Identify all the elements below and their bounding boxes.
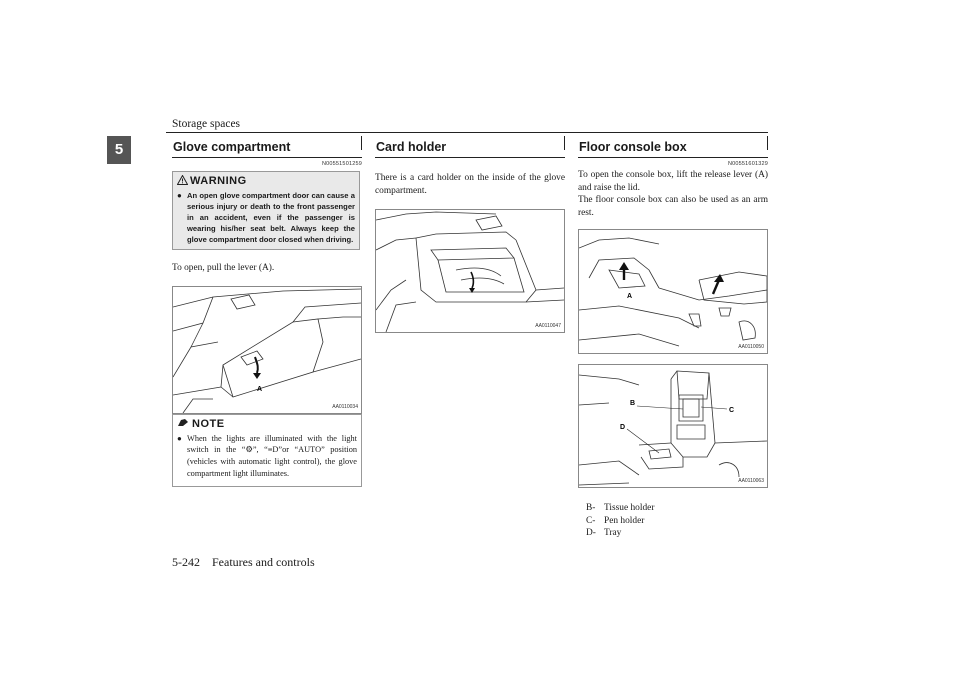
console-label-b: B <box>630 400 636 408</box>
console-figure-2 <box>578 364 768 488</box>
console-interior-illustration <box>579 365 767 487</box>
note-body: When the lights are illuminated with the light switch in the “⚙”, “≡D”or “AUTO” position (vehicles with automatic light control), the glove compartment light illuminates. <box>187 433 357 478</box>
bullet-icon: ● <box>177 433 182 443</box>
section-tab: 5 <box>107 136 131 164</box>
console-text-1: To open the console box, lift the release lever (A) and raise the lid. <box>578 170 768 193</box>
card-text: There is a card holder on the inside of the glove compartment. <box>375 173 565 196</box>
legend-value: Pen holder <box>604 515 645 526</box>
legend-key: B- <box>586 503 596 514</box>
card-holder-illustration <box>376 210 564 332</box>
heading-tick <box>564 136 565 150</box>
legend-key: C- <box>586 515 596 526</box>
glove-label-a: A <box>257 385 263 393</box>
console-section-title: Floor console box <box>579 140 687 154</box>
warning-body: An open glove compartment door can cause a serious injury or death to the front passenger in an accident, even if the passenger is wearing his/her seat belt. Always keep the glove compartment door closed when driving. <box>187 191 355 244</box>
legend-item <box>586 527 768 539</box>
glove-section-title: Glove compartment <box>173 140 291 154</box>
running-header: Storage spaces <box>172 118 241 130</box>
warning-text <box>177 190 355 245</box>
note-box <box>172 414 362 487</box>
heading-tick <box>361 136 362 150</box>
page-number: 5-242 <box>172 555 200 569</box>
bullet-icon: ● <box>177 191 182 200</box>
heading-tick <box>767 136 768 150</box>
glove-reference-code: N00551501259 <box>321 161 362 167</box>
console-figure-1-code: AA0110050 <box>738 344 764 351</box>
legend-key: D- <box>586 527 596 538</box>
card-section-heading <box>375 136 565 158</box>
glove-compartment-column <box>172 136 362 487</box>
header-rule <box>166 132 768 133</box>
console-figure-2-code: AA0110063 <box>738 478 764 485</box>
chapter-title: Features and controls <box>212 555 315 569</box>
console-label-a: A <box>627 293 633 301</box>
card-section-title: Card holder <box>376 140 447 154</box>
card-figure-code: AA0110047 <box>535 323 561 330</box>
console-box-column <box>578 136 768 539</box>
card-figure <box>375 209 565 333</box>
note-header <box>177 415 357 433</box>
legend-value: Tray <box>604 527 622 538</box>
card-holder-column <box>375 136 565 333</box>
legend-item <box>586 515 768 527</box>
console-text-2: The floor console box can also be used as an arm rest. <box>578 195 768 218</box>
warning-header <box>177 172 355 190</box>
console-figure-1 <box>578 229 768 354</box>
console-legend <box>578 502 768 539</box>
note-label: NOTE <box>192 417 225 430</box>
glove-instruction: To open, pull the lever (A). <box>172 263 275 273</box>
warning-triangle-icon <box>177 172 188 190</box>
glove-figure <box>172 286 362 414</box>
console-reference-code: N00551601329 <box>727 161 768 167</box>
page-footer <box>172 555 315 570</box>
legend-item <box>586 502 768 514</box>
console-lever-illustration <box>579 230 767 353</box>
console-section-heading <box>578 136 768 158</box>
warning-box <box>172 171 360 250</box>
console-label-c: C <box>729 407 735 415</box>
note-text <box>177 433 357 480</box>
glove-figure-code: AA0110034 <box>332 403 358 410</box>
glove-section-heading <box>172 136 362 158</box>
legend-value: Tissue holder <box>604 503 655 514</box>
warning-label: WARNING <box>190 175 247 187</box>
note-icon <box>177 415 189 433</box>
glove-illustration <box>173 287 361 413</box>
console-label-d: D <box>620 424 626 432</box>
